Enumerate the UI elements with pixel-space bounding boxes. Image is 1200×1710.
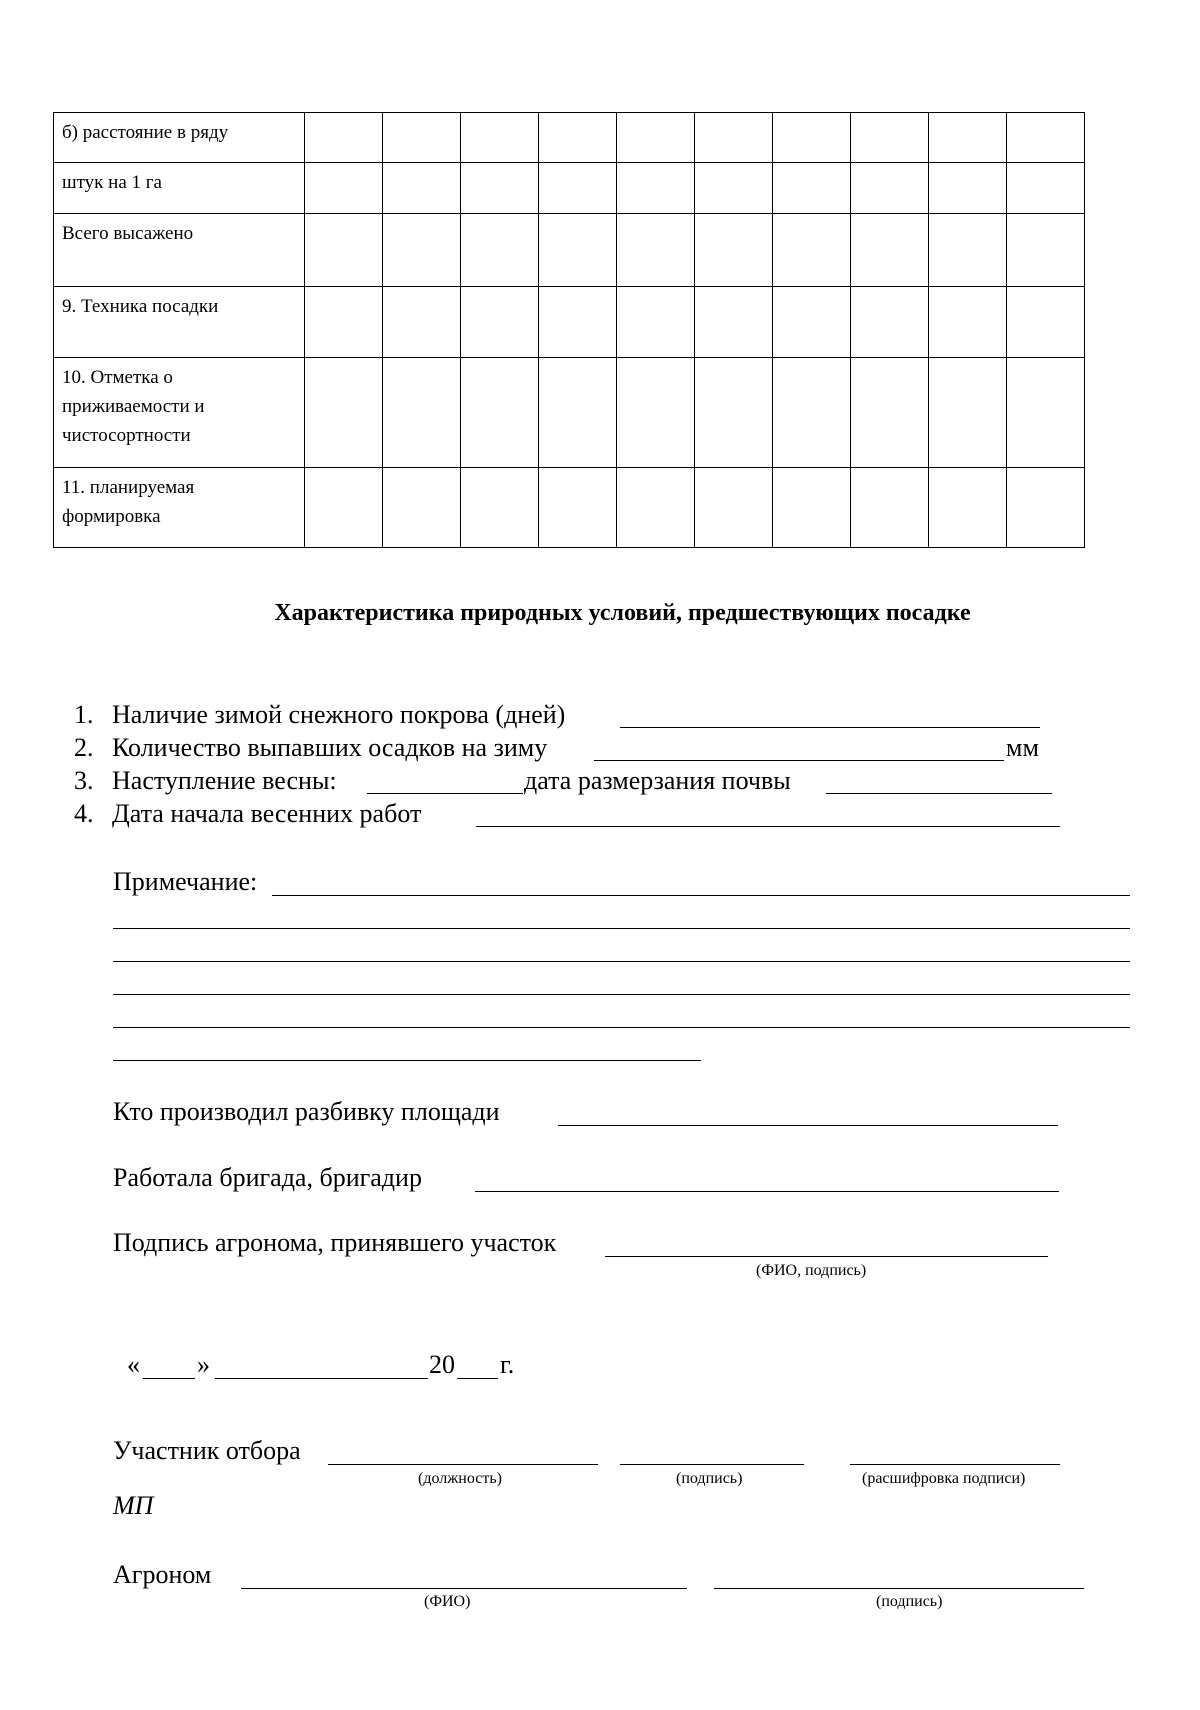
- row-label: б) расстояние в ряду: [54, 113, 305, 163]
- table-cell[interactable]: [1007, 113, 1085, 163]
- list-number: 1.: [74, 700, 94, 729]
- table-cell[interactable]: [929, 358, 1007, 468]
- table-cell[interactable]: [773, 358, 851, 468]
- list-text: Дата начала весенних работ: [112, 799, 422, 828]
- table-cell[interactable]: [383, 214, 461, 287]
- table-cell[interactable]: [1007, 214, 1085, 287]
- table-cell[interactable]: [617, 163, 695, 214]
- table-cell[interactable]: [695, 163, 773, 214]
- date-month-field[interactable]: [215, 1378, 428, 1379]
- list-item-3: [74, 766, 1074, 800]
- note-line-1[interactable]: [272, 895, 1130, 896]
- list-item-2: [74, 733, 1074, 767]
- list-number: 3.: [74, 766, 94, 795]
- note-line-6[interactable]: [113, 1060, 701, 1061]
- table-cell[interactable]: [461, 163, 539, 214]
- agronom-sign-caption: (ФИО, подпись): [756, 1262, 867, 1279]
- table-cell[interactable]: [695, 468, 773, 548]
- date-year-prefix: 20: [429, 1350, 455, 1379]
- table-cell[interactable]: [305, 287, 383, 358]
- agronom-sign-label: Подпись агронома, принявшего участок: [113, 1228, 557, 1257]
- table-row: [54, 287, 1085, 358]
- table-cell[interactable]: [773, 214, 851, 287]
- participant-position-caption: (должность): [418, 1470, 502, 1487]
- table-cell[interactable]: [305, 358, 383, 468]
- table-cell[interactable]: [773, 163, 851, 214]
- table-cell[interactable]: [539, 358, 617, 468]
- precipitation-field[interactable]: [594, 760, 1004, 761]
- table-cell[interactable]: [617, 113, 695, 163]
- list-item-4: [74, 799, 1074, 833]
- unit-mm: мм: [1006, 733, 1039, 762]
- agronom-label: Агроном: [113, 1560, 212, 1589]
- table-cell[interactable]: [851, 214, 929, 287]
- spring-onset-field[interactable]: [367, 793, 523, 794]
- table-body: [54, 113, 1085, 548]
- table-cell[interactable]: [461, 358, 539, 468]
- table-cell[interactable]: [851, 468, 929, 548]
- date-open-quote: «: [127, 1350, 140, 1379]
- spring-works-date-field[interactable]: [476, 826, 1060, 827]
- table-cell[interactable]: [305, 163, 383, 214]
- table-cell[interactable]: [383, 163, 461, 214]
- agronom-name-field[interactable]: [241, 1588, 687, 1589]
- table-row: [54, 358, 1085, 468]
- row-label: 9. Техника посадки: [54, 287, 305, 358]
- table-cell[interactable]: [617, 287, 695, 358]
- table-cell[interactable]: [383, 468, 461, 548]
- stamp-label: МП: [113, 1491, 154, 1520]
- table-row: [54, 163, 1085, 214]
- date-day-field[interactable]: [143, 1378, 195, 1379]
- row-label: штук на 1 га: [54, 163, 305, 214]
- list-text-2: дата размерзания почвы: [524, 766, 791, 795]
- table-cell[interactable]: [1007, 468, 1085, 548]
- participant-decoding-field[interactable]: [850, 1464, 1060, 1465]
- table-cell[interactable]: [461, 287, 539, 358]
- table-cell[interactable]: [851, 287, 929, 358]
- table-cell[interactable]: [305, 468, 383, 548]
- planting-table: [53, 112, 1085, 548]
- agronom-name-caption: (ФИО): [424, 1593, 471, 1610]
- list-text: Наличие зимой снежного покрова (дней): [112, 700, 566, 729]
- note-line-5[interactable]: [113, 1027, 1130, 1028]
- table-cell[interactable]: [539, 113, 617, 163]
- list-number: 2.: [74, 733, 94, 762]
- table-cell[interactable]: [773, 113, 851, 163]
- table-cell[interactable]: [773, 468, 851, 548]
- table-cell[interactable]: [929, 468, 1007, 548]
- table-cell[interactable]: [929, 214, 1007, 287]
- table-cell[interactable]: [617, 214, 695, 287]
- table-cell[interactable]: [539, 287, 617, 358]
- section-title: Характеристика природных условий, предшествующих посадке: [274, 600, 971, 626]
- list-text: Наступление весны:: [112, 766, 337, 795]
- table-cell[interactable]: [539, 468, 617, 548]
- table-cell[interactable]: [1007, 358, 1085, 468]
- table-cell[interactable]: [383, 113, 461, 163]
- table-cell[interactable]: [539, 214, 617, 287]
- list-number: 4.: [74, 799, 94, 828]
- table-cell[interactable]: [851, 113, 929, 163]
- participant-decoding-caption: (расшифровка подписи): [862, 1470, 1026, 1487]
- table-cell[interactable]: [695, 287, 773, 358]
- date-year-suffix: г.: [500, 1350, 515, 1379]
- table-row: [54, 113, 1085, 163]
- note-line-3[interactable]: [113, 961, 1130, 962]
- table-cell[interactable]: [383, 358, 461, 468]
- table-cell[interactable]: [695, 358, 773, 468]
- razbivka-label: Кто производил разбивку площади: [113, 1097, 500, 1126]
- note-line-4[interactable]: [113, 994, 1130, 995]
- table-cell[interactable]: [1007, 163, 1085, 214]
- row-label: 10. Отметка о приживаемости и чистосортности: [54, 358, 305, 468]
- table-cell[interactable]: [461, 214, 539, 287]
- agronom-sign-field[interactable]: [605, 1256, 1048, 1257]
- participant-label: Участник отбора: [113, 1436, 301, 1465]
- brigada-label: Работала бригада, бригадир: [113, 1163, 422, 1192]
- date-year-field[interactable]: [457, 1378, 498, 1379]
- row-label: 11. планируемая формировка: [54, 468, 305, 548]
- table-cell[interactable]: [461, 113, 539, 163]
- table-cell[interactable]: [617, 358, 695, 468]
- table-cell[interactable]: [1007, 287, 1085, 358]
- participant-signature-caption: (подпись): [676, 1470, 743, 1487]
- snow-cover-field[interactable]: [620, 727, 1040, 728]
- table-cell[interactable]: [851, 163, 929, 214]
- table-row: [54, 468, 1085, 548]
- participant-position-field[interactable]: [328, 1464, 598, 1465]
- table-cell[interactable]: [305, 214, 383, 287]
- table-cell[interactable]: [617, 468, 695, 548]
- table-cell[interactable]: [851, 358, 929, 468]
- participant-signature-field[interactable]: [620, 1464, 804, 1465]
- table-cell[interactable]: [539, 163, 617, 214]
- note-label: Примечание:: [113, 867, 258, 896]
- table-cell[interactable]: [695, 214, 773, 287]
- soil-thaw-date-field[interactable]: [826, 793, 1052, 794]
- table-cell[interactable]: [461, 468, 539, 548]
- agronom-signature-caption: (подпись): [876, 1593, 943, 1610]
- table-row: [54, 214, 1085, 287]
- table-cell[interactable]: [929, 113, 1007, 163]
- table-cell[interactable]: [929, 287, 1007, 358]
- note-line-2[interactable]: [113, 928, 1130, 929]
- agronom-signature-field[interactable]: [714, 1588, 1084, 1589]
- table-cell[interactable]: [773, 287, 851, 358]
- date-close-quote: »: [197, 1350, 210, 1379]
- brigada-field[interactable]: [475, 1191, 1059, 1192]
- list-text: Количество выпавших осадков на зиму: [112, 733, 548, 762]
- table-cell[interactable]: [383, 287, 461, 358]
- table-cell[interactable]: [305, 113, 383, 163]
- razbivka-field[interactable]: [558, 1125, 1058, 1126]
- row-label: Всего высажено: [54, 214, 305, 287]
- table-cell[interactable]: [695, 113, 773, 163]
- list-item-1: [74, 700, 1074, 734]
- table-cell[interactable]: [929, 163, 1007, 214]
